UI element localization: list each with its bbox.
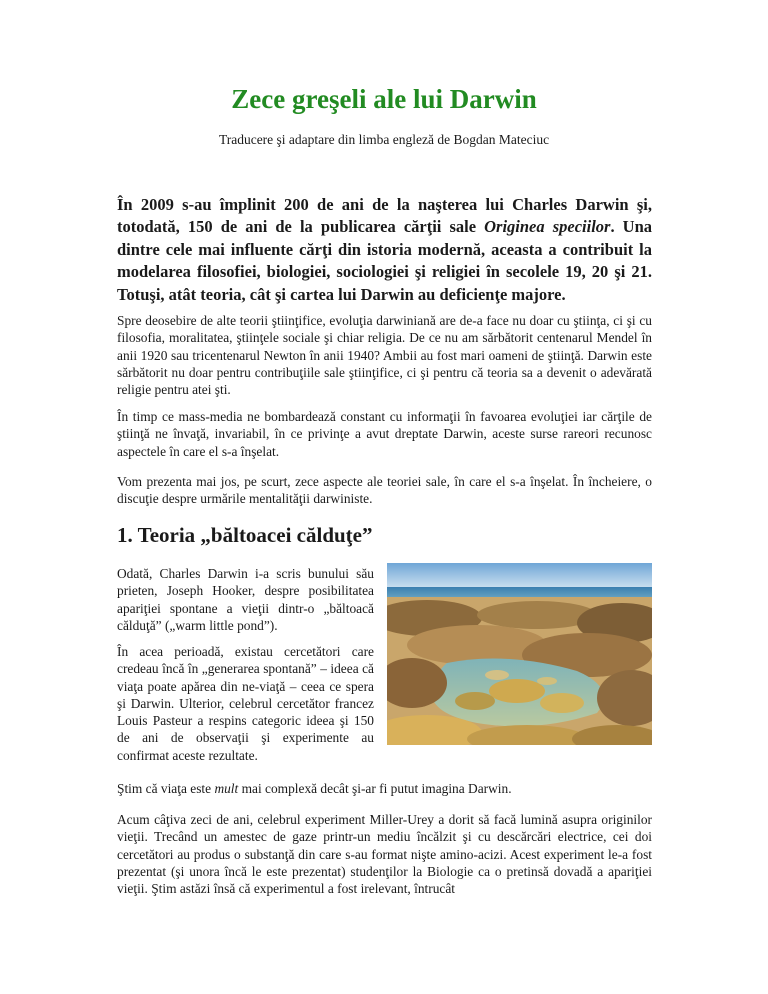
body-paragraph: Acum câţiva zeci de ani, celebrul experiment Miller-Urey a dorit să facă lumină asupra originilor vieţii. Trecând un amestec de gaze printr-un mediu încălzit şi cu descărcări electrice, cei doi cercetători au produs o substanţă din care s-au format nişte amino-acizi. Acest experiment le-a fost prezentat (şi unora încă le este prezentat) studenţilor la Biologie ca o pretinsă dovadă a apariţiei vieţii. Ştim astăzi însă că experimentul a fost irelevant, întrucât	[117, 812, 652, 897]
intro-text-end: . Una dintre cele mai influente cărţi din istoria modernă, aceasta a contribuit la modelarea filosofiei, biologiei, sociologiei şi religiei în secolele 19, 20 şi 21. Totuşi, atât teoria, cât şi cartea lui Darwin au deficienţe majore.	[117, 217, 653, 304]
document-title: Zece greşeli ale lui Darwin	[231, 84, 537, 114]
document-subtitle: Traducere şi adaptare din limba engleză de Bogdan Mateciuc	[218, 132, 550, 147]
body-paragraph: Spre deosebire de alte teorii ştiinţifice, evoluţia darwiniană are de-a face nu doar cu ştiinţa, ci şi cu filosofia, moralitatea, ştiinţele sociale şi chiar religia. De ce nu am sărbătorit centenarul Mendel în anii 1920 sau tricentenarul Newton în anii 1940? Ambii au fost mari oameni de ştiinţă. Darwin este sărbătorit nu doar pentru contribuţiile sale ştiinţifice, ci şi pentru că teoria sa a devenit o adevărată religie pentru atei şti.	[117, 313, 652, 398]
paragraph-text-start: Ştim că viaţa este	[117, 781, 215, 796]
intro-paragraph	[117, 194, 652, 306]
column-paragraph: Odată, Charles Darwin i-a scris bunului său prieten, Joseph Hooker, despre posibilitatea apariţiei spontane a vieţii dintr-o „băltoacă călduţă” („warm little pond”).	[117, 566, 374, 633]
body-paragraph: În timp ce mass-media ne bombardează constant cu informaţii în favoarea evoluţiei iar cărţile de ştiinţă ne învaţă, invariabil, în ce privinţe a avut dreptate Darwin, aceste surse rareori recunosc aspectele în care el s-a înşelat.	[117, 409, 652, 459]
section-heading: 1. Teoria „băltoacei călduţe”	[117, 523, 373, 547]
body-paragraph	[117, 780, 652, 797]
book-title: Originea speciilor	[484, 217, 611, 237]
rock-pool-photo	[387, 563, 652, 745]
column-paragraph: În acea perioadă, existau cercetători care credeau încă în „generarea spontană” – ideea că viaţa poate apărea din ne-viaţă – ceea ce spera şi Darwin. Ulterior, celebrul cercetător francez Louis Pasteur a respins categoric ideea şi 150 de ani de observaţii şi experimente au confirmat aceste rezultate.	[117, 644, 374, 763]
emphasis: mult	[214, 781, 239, 796]
paragraph-text-end: mai complexă decât şi-ar fi putut imagina Darwin.	[238, 781, 512, 796]
intro-text-start: În 2009 s-au împlinit 200 de ani de la naşterea lui Charles Darwin şi, totodată, 150 de ani de la publicarea cărţii sale	[117, 195, 652, 237]
body-paragraph: Vom prezenta mai jos, pe scurt, zece aspecte ale teoriei sale, în care el s-a înşelat. În încheiere, o discuţie despre urmările mentalităţii darwiniste.	[117, 474, 652, 507]
